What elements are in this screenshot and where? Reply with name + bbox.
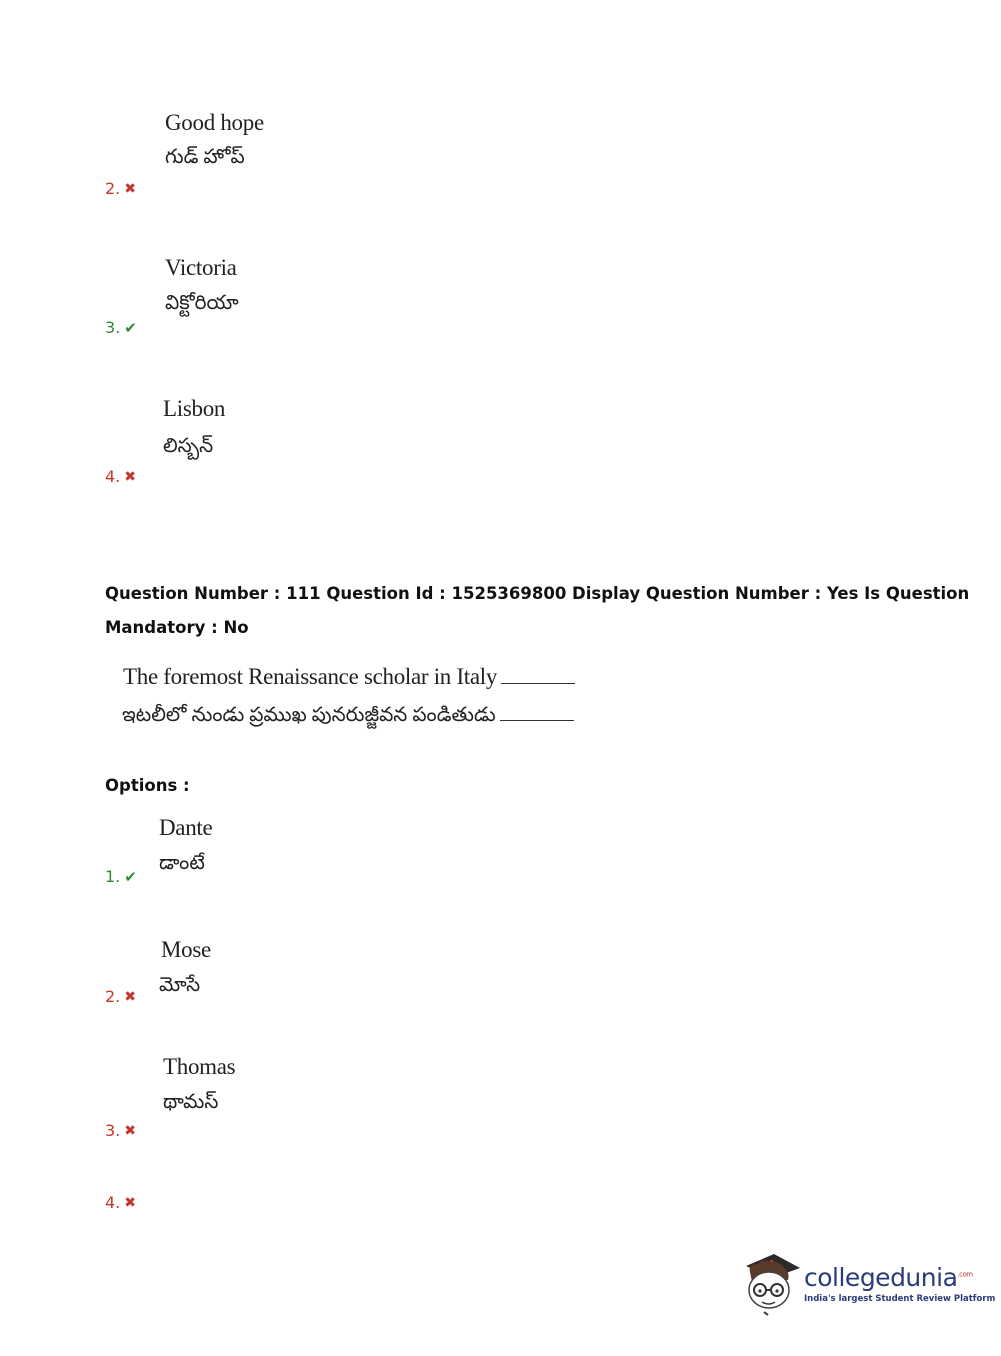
option-number-label: 3. — [105, 1121, 121, 1140]
question-meta-mandatory: Mandatory : No — [105, 618, 249, 637]
option-text-te: మోసే — [159, 974, 201, 996]
option-number-label: 4. — [105, 467, 121, 486]
cross-icon: ✖ — [124, 180, 136, 197]
option-text-te: గుడ్ హోప్ — [165, 146, 245, 168]
cross-icon: ✖ — [124, 468, 136, 485]
option-number-label: 3. — [105, 318, 121, 337]
option-text-en: Victoria — [165, 255, 237, 280]
collegedunia-logo — [742, 1250, 995, 1316]
question-text-en-label: The foremost Renaissance scholar in Italy — [123, 664, 498, 689]
option-number — [105, 1193, 136, 1212]
option-number — [105, 1121, 136, 1140]
option-text-te: లిస్బన్ — [163, 435, 214, 457]
option-number — [105, 987, 136, 1006]
check-icon: ✔ — [124, 867, 137, 886]
logo-text — [804, 1263, 995, 1304]
answer-blank — [500, 702, 574, 721]
logo-name — [804, 1263, 995, 1292]
option-text-te: థామస్ — [163, 1091, 219, 1113]
check-icon: ✔ — [124, 318, 137, 337]
option-number — [105, 179, 136, 198]
logo-suffix: .com — [957, 1270, 973, 1279]
option-number-label: 1. — [105, 867, 121, 886]
logo-name-label: collegedunia — [804, 1262, 958, 1292]
option-text-en: Lisbon — [163, 396, 226, 421]
question-text-te-label: ఇటలీలో నుండు ప్రముఖ పునరుజ్జీవన పండితుడు — [122, 704, 496, 726]
option-text-en: Mose — [161, 937, 211, 962]
question-text-en — [123, 664, 575, 690]
option-text-en: Dante — [159, 815, 213, 840]
cross-icon: ✖ — [124, 1194, 136, 1211]
option-text-te: విక్టోరియా — [165, 292, 239, 314]
question-meta: Question Number : 111 Question Id : 1525369800 Display Question Number : Yes Is Question — [105, 584, 970, 603]
option-number-label: 2. — [105, 179, 121, 198]
option-number — [105, 867, 137, 886]
options-label: Options : — [105, 776, 190, 795]
option-text-en: Thomas — [163, 1054, 236, 1079]
option-number-label: 4. — [105, 1193, 121, 1212]
cross-icon: ✖ — [124, 1122, 136, 1139]
option-number — [105, 318, 137, 337]
mascot-icon — [742, 1250, 800, 1316]
question-text-te — [122, 702, 574, 731]
option-text-en: Good hope — [165, 110, 264, 135]
cross-icon: ✖ — [124, 988, 136, 1005]
option-number-label: 2. — [105, 987, 121, 1006]
option-number — [105, 467, 136, 486]
answer-blank — [501, 665, 575, 684]
option-text-te: డాంటే — [159, 852, 205, 874]
logo-tagline: India's largest Student Review Platform — [804, 1293, 996, 1304]
